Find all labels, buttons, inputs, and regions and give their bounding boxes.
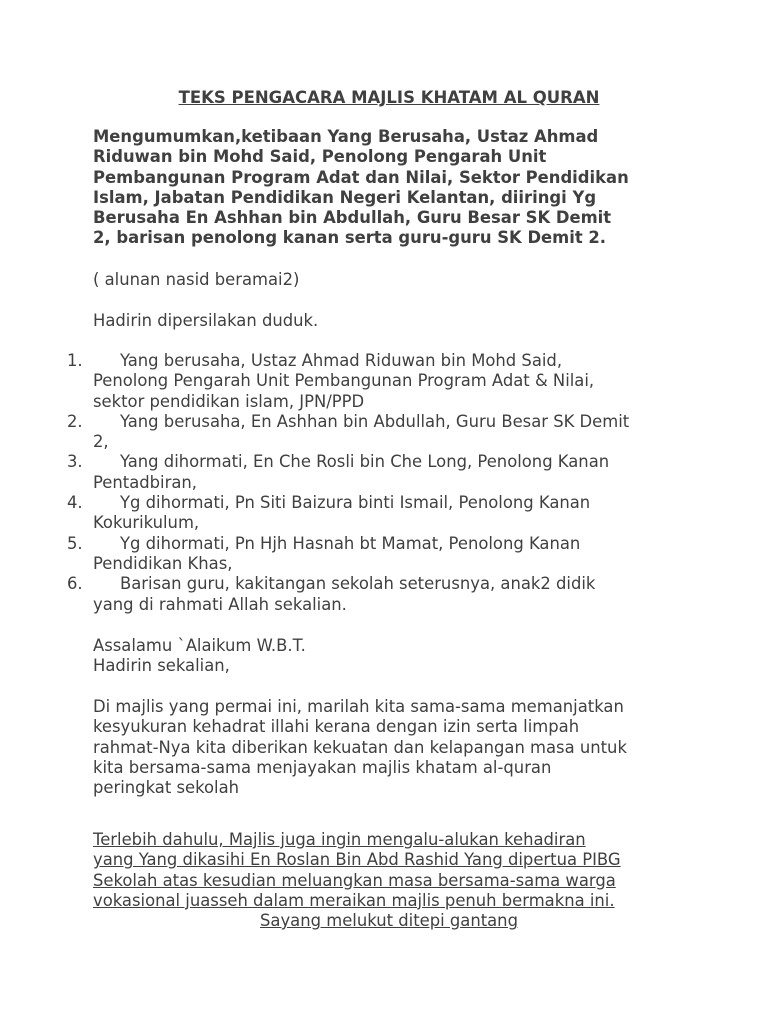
seated-instruction: Hadirin dipersilakan duduk.	[93, 311, 319, 330]
list-item	[0, 351, 768, 412]
announcement-line: Islam, Jabatan Pendidikan Negeri Kelantan, diiringi Yg	[93, 187, 597, 207]
announcement-line: Pembangunan Program Adat dan Nilai, Sektor Pendidikan	[93, 167, 629, 187]
list-number: 1.	[67, 351, 83, 370]
list-number: 4.	[67, 493, 83, 513]
greeting-line: Hadirin sekalian,	[93, 656, 230, 676]
body-line: rahmat-Nya kita diberikan kekuatan dan kelapangan masa untuk	[93, 737, 627, 757]
body-line: peringkat sekolah	[93, 778, 240, 798]
list-number: 6.	[67, 574, 83, 594]
list-line: Yang berusaha, En Ashhan bin Abdullah, Guru Besar SK Demit	[120, 411, 630, 431]
list-line: Yg dihormati, Pn Hjh Hasnah bt Mamat, Penolong Kanan	[120, 533, 581, 553]
announcement-line: Berusaha En Ashhan bin Abdullah, Guru Besar SK Demit	[93, 208, 612, 228]
welcome-paragraph	[93, 830, 733, 911]
greeting-line: Assalamu `Alaikum W.B.T.	[93, 636, 306, 655]
list-line: sektor pendidikan islam, JPN/PPD	[93, 391, 365, 411]
list-line: Barisan guru, kakitangan sekolah seterusnya, anak2 didik	[120, 574, 596, 594]
list-line: yang di rahmati Allah sekalian.	[93, 594, 347, 614]
list-line: Yg dihormati, Pn Siti Baizura binti Ismail, Penolong Kanan	[120, 493, 591, 513]
list-item	[0, 574, 768, 615]
greeting-block	[93, 636, 733, 677]
document-title: TEKS PENGACARA MAJLIS KHATAM AL QURAN	[178, 88, 600, 107]
list-number: 2.	[67, 411, 83, 431]
list-line: Kokurikulum,	[93, 513, 200, 533]
body-line: Di majlis yang permai ini, marilah kita sama-sama memanjatkan	[93, 697, 624, 716]
welcome-line: vokasional juasseh dalam meraikan majlis penuh bermakna ini.	[93, 890, 615, 910]
nasid-note: ( alunan nasid beramai2)	[93, 270, 300, 289]
list-item	[0, 493, 768, 534]
announcement-line: Riduwan bin Mohd Said, Penolong Pengarah Unit	[93, 147, 547, 167]
body-paragraph	[93, 697, 733, 798]
list-item	[0, 534, 768, 575]
body-line: kesyukuran kehadrat illahi kerana dengan izin serta limpah	[93, 717, 580, 737]
list-item	[0, 412, 768, 453]
pantun-block	[93, 911, 685, 931]
announcement-paragraph	[93, 127, 733, 249]
list-number: 5.	[67, 533, 83, 553]
announcement-line: 2, barisan penolong kanan serta guru-guru SK Demit 2.	[93, 228, 607, 248]
list-line: Yang berusaha, Ustaz Ahmad Riduwan bin Mohd Said,	[120, 351, 563, 370]
list-item	[0, 452, 768, 493]
list-number: 3.	[67, 452, 83, 472]
welcome-line: yang Yang dikasihi En Roslan Bin Abd Rashid Yang dipertua PIBG	[93, 850, 621, 870]
welcome-line: Sekolah atas kesudian meluangkan masa bersama-sama warga	[93, 870, 616, 890]
list-line: Penolong Pengarah Unit Pembangunan Program Adat & Nilai,	[93, 371, 595, 391]
pantun-line: Sayang melukut ditepi gantang	[260, 911, 518, 930]
list-line: Pendidikan Khas,	[93, 553, 233, 573]
list-line: 2,	[93, 432, 109, 452]
guest-list	[0, 351, 768, 615]
announcement-line: Mengumumkan,ketibaan Yang Berusaha, Ustaz Ahmad	[93, 127, 599, 146]
list-line: Yang dihormati, En Che Rosli bin Che Long, Penolong Kanan	[120, 452, 610, 472]
welcome-line: Terlebih dahulu, Majlis juga ingin mengalu-alukan kehadiran	[93, 830, 586, 849]
body-line: kita bersama-sama menjayakan majlis khatam al-quran	[93, 757, 552, 777]
list-line: Pentadbiran,	[93, 472, 197, 492]
